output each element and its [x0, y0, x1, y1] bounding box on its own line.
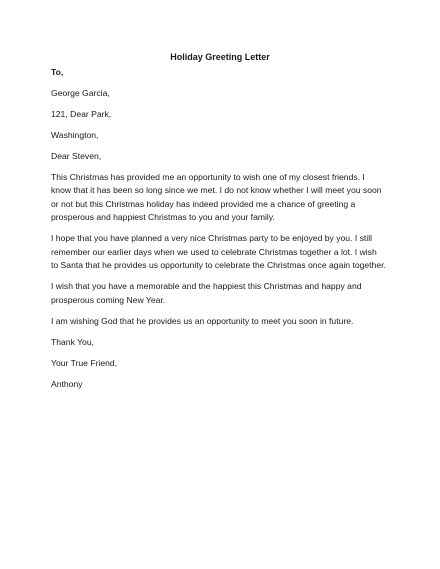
signature: Anthony	[51, 378, 83, 389]
city-line: Washington,	[51, 129, 99, 140]
paragraph-3: I wish that you have a memorable and the happiest this Christmas and happy and prosperous coming New Year.	[51, 281, 362, 305]
letter-body	[51, 66, 386, 399]
salutation: Dear Steven,	[51, 150, 102, 161]
paragraph-2: I hope that you have planned a very nice Christmas party to be enjoyed by you. I still remember our earlier days when we used to celebrate Christmas together a lot. I wish to Santa that he provides us opportunity to celebrate the Christmas once again together.	[51, 233, 386, 270]
sign-off: Your True Friend,	[51, 357, 118, 368]
recipient-name: George Garcia,	[51, 87, 110, 98]
address-line: 121, Dear Park,	[51, 108, 112, 119]
to-label: To,	[51, 67, 64, 77]
paragraph-4: I am wishing God that he provides us an opportunity to meet you soon in future.	[51, 315, 354, 326]
paragraph-1: This Christmas has provided me an opportunity to wish one of my closest friends. I know that it has been so long since we met. I do not know whether I will meet you soon or not but this Christmas holiday has indeed provided me a chance of greeting a prosperous and happiest Christmas to you and your family.	[51, 171, 382, 222]
letter-title: Holiday Greeting Letter	[170, 52, 270, 62]
closing: Thank You,	[51, 336, 95, 347]
